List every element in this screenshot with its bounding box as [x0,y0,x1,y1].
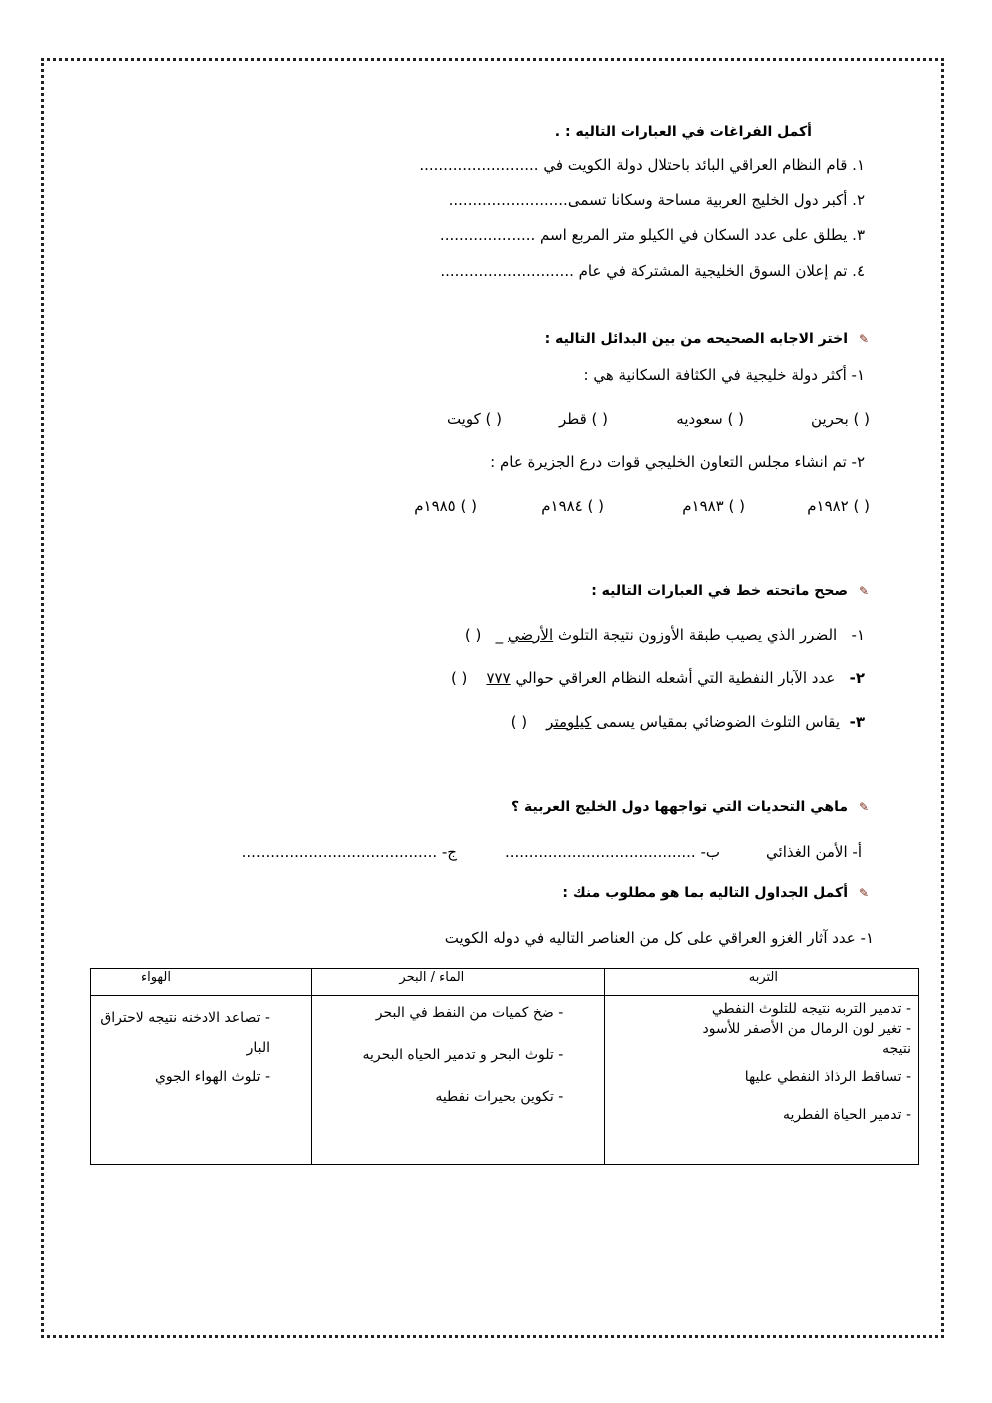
fill-blank-item-1: ١. قام النظام العراقي البائد باحتلال دولة الكويت في ......................... [419,156,865,174]
water-item-3: - تكوين بحيرات نفطيه [435,1089,564,1105]
header-soil: التربه [605,969,919,996]
correct-item-3 [511,713,865,731]
challenge-c[interactable]: ج- ......................................... [241,843,457,861]
section5-title: أكمل الجداول التاليه بما هو مطلوب منك : [562,885,848,901]
air-item-1: - تصاعد الادخنه نتيجه لاحتراق البار [100,1010,270,1056]
fill-blank-item-3: ٣. يطلق على عدد السكان في الكيلو متر المربع اسم .................... [439,226,865,244]
correct-item-2 [451,669,865,687]
fill-blank-item-2: ٢. أكبر دول الخليج العربية مساحة وسكانا تسمى......................... [448,191,865,209]
mcq-question-2: ٢- تم انشاء مجلس التعاون الخليجي قوات درع الجزيرة عام : [490,453,865,471]
item-number: ٣- [849,713,865,731]
water-item-2: - تلوث البحر و تدمير الحياه البحريه [362,1047,564,1063]
item-number: ٢- [849,669,865,687]
water-item-1: - ضخ كميات من النفط في البحر [375,1005,564,1021]
underlined-word: الأرضي [507,626,554,644]
section4-title-row [511,799,872,815]
mcq-1-option-3[interactable]: ( ) قطر [559,410,608,428]
item-number: ١- [851,626,865,644]
air-item-2: - تلوث الهواء الجوي [154,1069,270,1085]
cell-water [312,996,605,1165]
mcq-1-option-2[interactable]: ( ) سعوديه [676,410,744,428]
answer-paren[interactable]: ( ) [510,713,528,731]
soil-item-3: - تساقط الرذاذ النفطي عليها [744,1069,911,1085]
hand-pointer-icon: ✎ [858,332,870,346]
section3-title: صحح ماتحته خط في العبارات التاليه : [591,583,848,599]
item-text: الضرر الذي يصيب طبقة الأوزون نتيجة التلوث [557,626,838,644]
section4-title: ماهي التحديات التي تواجهها دول الخليج العربية ؟ [511,799,848,815]
section2-title-row [545,331,872,347]
header-water: الماء / البحر [312,969,605,996]
mcq-1-option-1[interactable]: ( ) بحرين [811,410,870,428]
challenge-b[interactable]: ب- ........................................ [504,843,720,861]
hand-pointer-icon: ✎ [858,886,870,900]
table-question: ١- عدد آثار الغزو العراقي على كل من العناصر التاليه في دوله الكويت [444,929,874,947]
underlined-word: كيلومتر [546,713,592,731]
soil-item-2: - تغير لون الرمال من الأصفر للأسود نتيجه [702,1021,911,1057]
cell-air [91,996,312,1165]
mcq-2-option-4[interactable]: ( ) ١٩٨٥م [414,497,477,515]
mcq-1-option-4[interactable]: ( ) كويت [446,410,502,428]
hand-pointer-icon: ✎ [858,584,870,598]
section1-title: أكمل الفراغات في العبارات التاليه : . [554,124,812,140]
mcq-2-option-3[interactable]: ( ) ١٩٨٤م [541,497,604,515]
section2-title: اختر الاجابه الصحيحه من بين البدائل التاليه : [544,331,848,347]
answer-paren[interactable]: ( ) [450,669,468,687]
mcq-question-1: ١- أكثر دولة خليجية في الكثافة السكانية هي : [583,366,865,384]
hand-pointer-icon: ✎ [858,800,870,814]
section5-title-row [562,885,872,901]
answer-paren[interactable]: ( ) [464,626,482,644]
section3-title-row [591,583,872,599]
mcq-2-option-2[interactable]: ( ) ١٩٨٣م [682,497,745,515]
soil-item-4: - تدمير الحياة الفطريه [783,1107,911,1123]
item-text: عدد الآبار النفطية التي أشعله النظام العراقي حوالي [515,669,836,687]
fill-blank-item-4: ٤. تم إعلان السوق الخليجية المشتركة في عام ............................ [440,262,865,280]
correct-item-1: ١- الضرر الذي يصيب طبقة الأوزون نتيجة التلوث الأرضي _ ( ) [464,626,865,644]
soil-item-1: - تدمير التربه نتيجه للتلوث النفطي [711,1001,911,1017]
challenge-a: أ- الأمن الغذائي [766,843,862,861]
item-text: يقاس التلوث الضوضائي بمقياس يسمى [596,713,841,731]
cell-soil [605,996,919,1165]
underlined-word: ٧٧٧ [486,669,511,687]
effects-table [90,968,919,1165]
mcq-2-option-1[interactable]: ( ) ١٩٨٢م [807,497,870,515]
header-air: الهواء [91,969,312,996]
